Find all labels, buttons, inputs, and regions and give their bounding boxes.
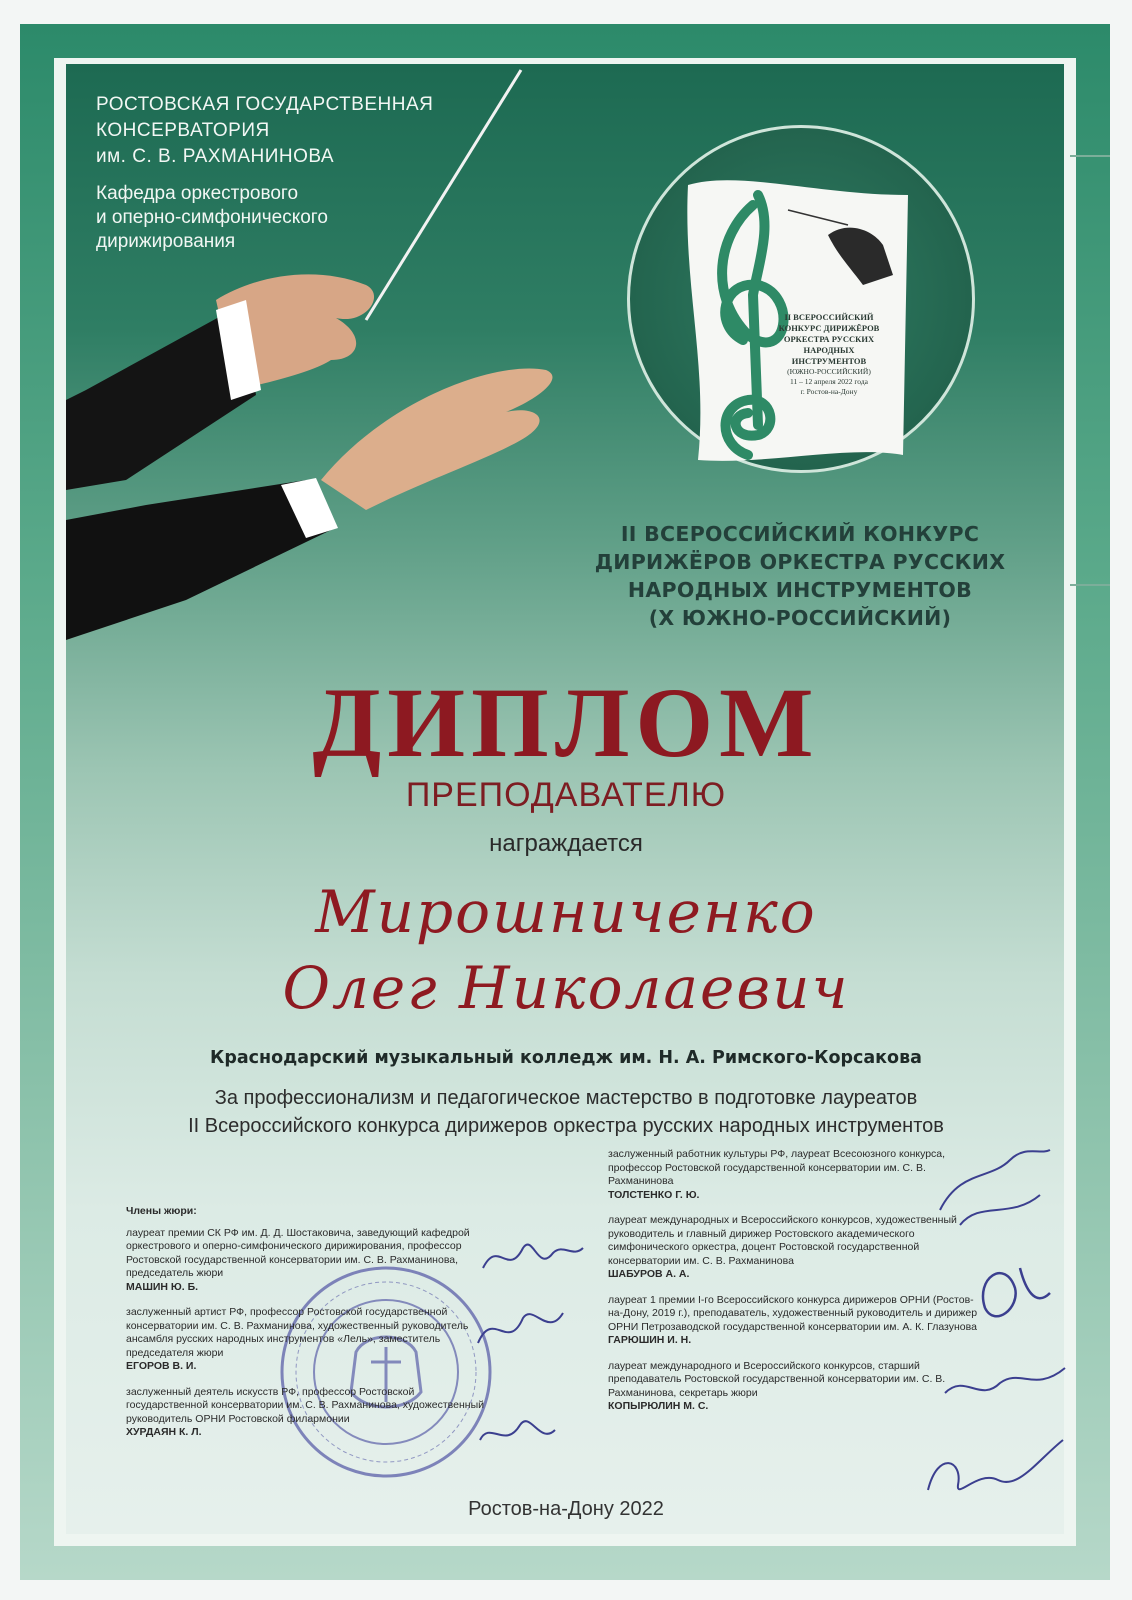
signature-tolstenko [930, 1140, 1060, 1250]
recipient-college: Краснодарский музыкальный колледж им. Н. А. Римского-Корсакова [210, 1048, 922, 1068]
emblem-line-7: 11 – 12 апреля 2022 года [790, 377, 868, 386]
emblem-line-8: г. Ростов-на-Дону [800, 387, 858, 396]
award-reason [90, 1084, 1042, 1140]
jury-entry-name: ЕГОРОВ В. И. [126, 1360, 197, 1372]
emblem-line-1: II ВСЕРОССИЙСКИЙ [784, 312, 874, 322]
awarded-label: награждается [489, 830, 643, 857]
jury-entry [126, 1306, 486, 1374]
jury-heading: Члены жюри: [126, 1205, 197, 1217]
recipient-surname: Мирошниченко [315, 878, 817, 946]
jury-entry-name: ГАРЮШИН И. Н. [608, 1334, 692, 1346]
institution-block [96, 92, 433, 254]
signature-egorov [468, 1298, 568, 1358]
emblem-line-3: ОРКЕСТРА РУССКИХ [783, 334, 875, 344]
jury-left-column [126, 1205, 486, 1452]
contest-title-line-1: II ВСЕРОССИЙСКИЙ КОНКУРС [620, 522, 980, 546]
emblem-line-5: ИНСТРУМЕНТОВ [791, 356, 867, 366]
jury-entry-name: ШАБУРОВ А. А. [608, 1268, 690, 1280]
jury-entry [126, 1227, 486, 1295]
jury-entry [608, 1294, 978, 1348]
department-line-3: дирижирования [96, 231, 236, 252]
department-line-2: и оперно-симфонического [96, 207, 328, 228]
jury-entry-name: МАШИН Ю. Б. [126, 1280, 199, 1293]
jury-entry [608, 1360, 978, 1414]
jury-entry-text: лауреат международного и Всероссийского конкурсов, старший преподаватель Ростовской государственной консерватории им. С. В. Рахманинова, секретарь жюри [608, 1359, 946, 1399]
jury-entry-text: лауреат 1 премии I-го Всероссийского конкурса дирижеров ОРНИ (Ростов-на-Дону, 2019 г.), преподаватель, художественный руководитель и дирижер ОРНИ Петрозаводской государственной консерватории им. А. К. Глазунова [608, 1293, 978, 1333]
signature-mashin [478, 1228, 588, 1288]
jury-entry [126, 1386, 486, 1440]
emblem-text [770, 312, 888, 397]
award-reason-line-2: II Всероссийского конкурса дирижеров оркестра русских народных инструментов [188, 1115, 944, 1137]
jury-entry-text: заслуженный артист РФ, профессор Ростовской государственной консерватории им. С. В. Рахманинова, художественный руководитель ансамбля русских народных инструментов «Лель», заместитель председателя жюри [126, 1306, 469, 1359]
contest-title-line-4: (X ЮЖНО-РОССИЙСКИЙ) [648, 606, 952, 630]
emblem-line-4: НАРОДНЫХ [803, 345, 855, 355]
frame-tick-right-top [1070, 155, 1110, 157]
jury-entry-name: КОПЫРЮЛИН М. С. [608, 1400, 709, 1412]
jury-entry-text: лауреат премии СК РФ им. Д. Д. Шостаковича, заведующий кафедрой оркестрового и оперно-симфонического дирижирования, профессор Ростовской государственной консерватории им. С. В. Рахманинова, председатель жюри [126, 1226, 470, 1279]
jury-right-column [608, 1148, 978, 1426]
diploma-title: ДИПЛОМ [312, 667, 820, 778]
contest-title [540, 520, 1060, 632]
jury-entry [608, 1148, 978, 1202]
institution-line-3: им. С. В. РАХМАНИНОВА [96, 146, 335, 167]
footer-place-year: Ростов-на-Дону 2022 [468, 1498, 664, 1520]
recipient-given-names: Олег Николаевич [282, 954, 850, 1022]
frame-tick-right [1070, 584, 1110, 586]
institution-line-1: РОСТОВСКАЯ ГОСУДАРСТВЕННАЯ [96, 94, 434, 115]
award-reason-line-1: За профессионализм и педагогическое мастерство в подготовке лауреатов [214, 1087, 918, 1109]
contest-title-line-3: НАРОДНЫХ ИНСТРУМЕНТОВ [627, 578, 973, 602]
jury-entry-text: лауреат международных и Всероссийского конкурсов, художественный руководитель и главный дирижер Ростовского академического симфонического оркестра, доцент Ростовской государственной консерватории им. С. В. Рахманинова [608, 1214, 957, 1267]
emblem-line-2: КОНКУРС ДИРИЖЁРОВ [778, 323, 880, 333]
signature-khurdayan [470, 1400, 560, 1460]
contest-title-line-2: ДИРИЖЁРОВ ОРКЕСТРА РУССКИХ [594, 550, 1006, 574]
jury-entry-text: заслуженный деятель искусств РФ, профессор Ростовской государственной консерватории им. С. В. Рахманинова, художественный руководитель ОРНИ Ростовской филармонии [126, 1385, 484, 1425]
jury-entry [608, 1214, 978, 1282]
emblem-line-6: (ЮЖНО-РОССИЙСКИЙ) [787, 367, 871, 376]
jury-entry-text: заслуженный работник культуры РФ, лауреат Всесоюзного конкурса, профессор Ростовской государственной консерватории им. С. В. Рахманинова [608, 1148, 946, 1187]
jury-entry-name: ХУРДАЯН К. Л. [126, 1426, 202, 1438]
signature-shaburov [965, 1248, 1055, 1338]
diploma-subtitle: ПРЕПОДАВАТЕЛЮ [405, 776, 727, 814]
jury-entry-name: ТОЛСТЕНКО Г. Ю. [608, 1188, 700, 1201]
hand-lower-icon [321, 368, 552, 510]
department-line-1: Кафедра оркестрового [96, 183, 299, 204]
signature-garyushin [940, 1348, 1070, 1418]
institution-line-2: КОНСЕРВАТОРИЯ [96, 120, 270, 141]
